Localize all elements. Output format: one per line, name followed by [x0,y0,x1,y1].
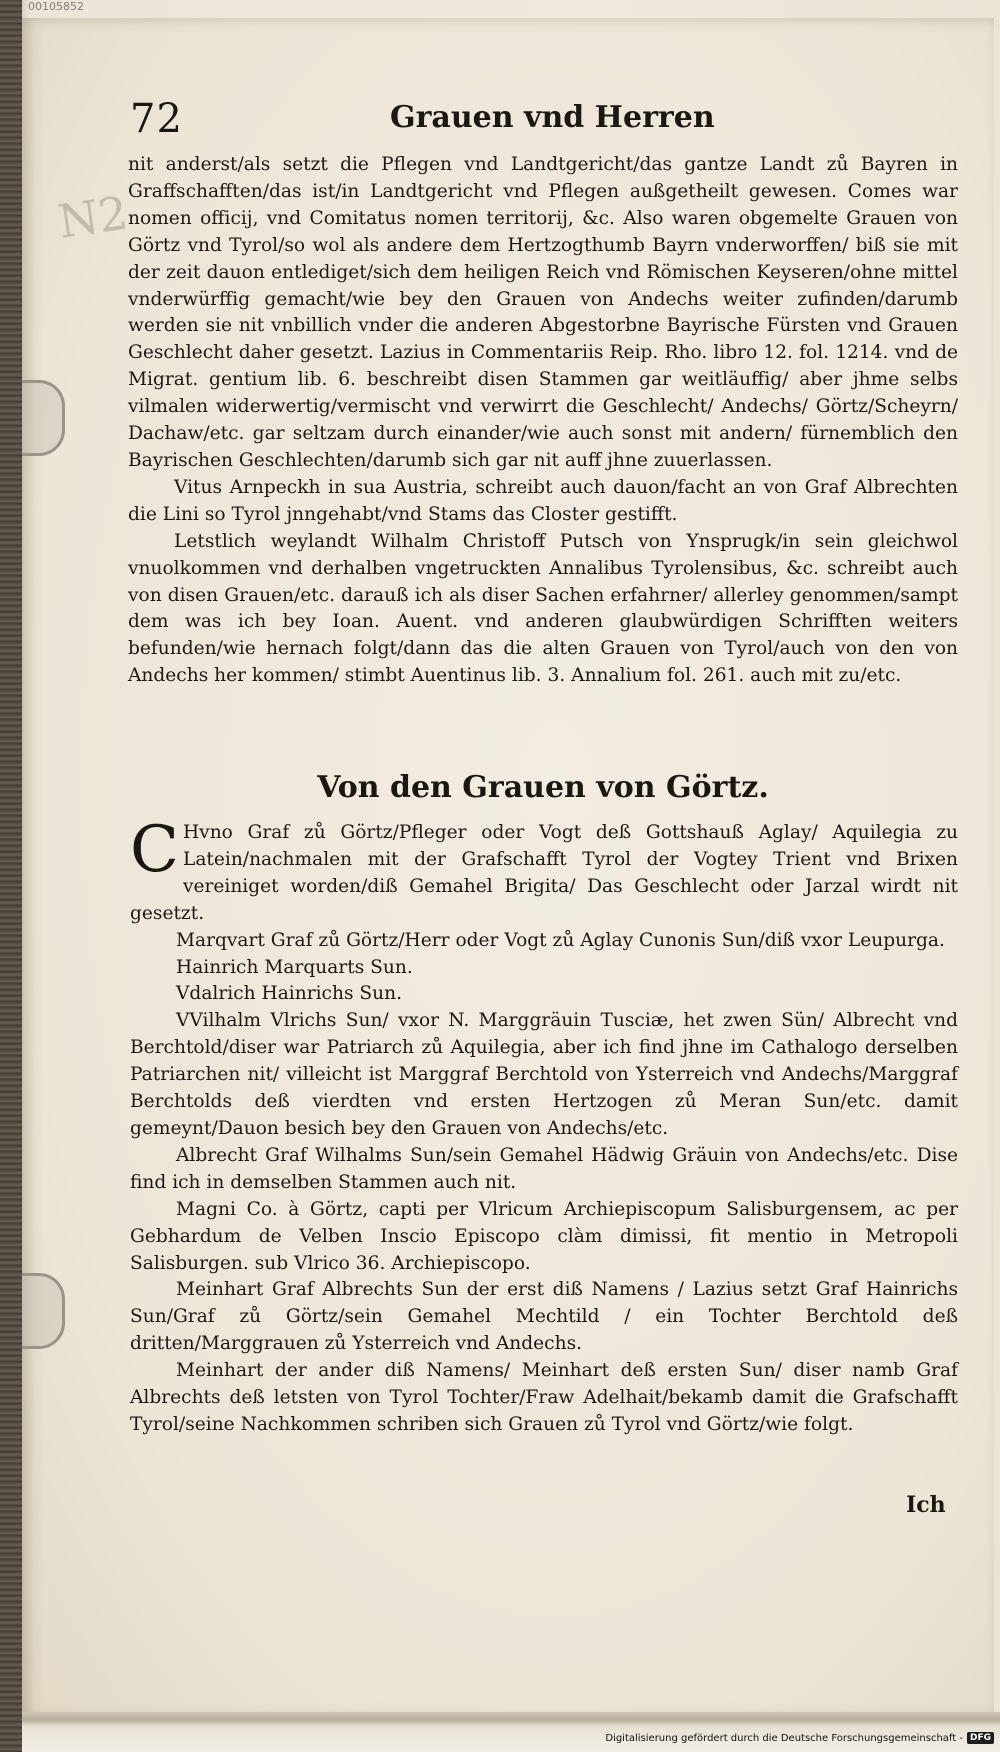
catchword: Ich [906,1492,946,1518]
genealogy-entry: Marqvart Graf zů Görtz/Herr oder Vogt zů Aglay Cunonis Sun/diß vxor Leupurga. [176,929,945,951]
genealogy-entry: Magni Co. à Görtz, capti per Vlricum Archiepiscopum Salisburgensem, ac per Gebhardum de Velben Inscio Episcopo clàm dimissi, fit mentio in Metropoli Salisburgen. sub Vlrico 36. Archiepiscopo. [130,1198,958,1274]
book-clip-bottom [22,1273,65,1349]
genealogy-entry: VVilhalm Vlrichs Sun/ vxor N. Marggräuin Tusciæ, het zwen Sün/ Albrecht vnd Berchtold/diser war Patriarch zů Aquilegia, aber ich find jhne im Cathalogo derselben Patriarchen nit/ villeicht ist Marggraf Berchtold von Ysterreich vnd Andechs/Marggraf Berchtolds deß vierdten vnd ersten Hertzogen zů Meran Sun/etc. damit gemeynt/Dauon besich bey den Grauen von Andechs/etc. [130,1010,958,1139]
paragraph: nit anderst/als setzt die Pflegen vnd Landtgericht/das gantze Landt zů Bayren in Graffschafften/das ist/in Landtgericht vnd Pflegen außgetheilt gewesen. Comes war nomen officij, vnd Comitatus nomen territorij, &c. Also waren obgemelte Grauen von Görtz vnd Tyrol/so wol als andere dem Hertzogthumb Bayrn vnderworffen/ biß sie mit der zeit dauon entlediget/sich dem heiligen Reich vnd Römischen Keyseren/ohne mittel vnderwürffig gemacht/wie bey den Grauen von Andechs weiter zufinden/darumb werden sie nit vnbillich vnder die anderen Abgestorbne Bayrische Fürsten vnd Grauen Geschlecht daher gesetzt. Lazius in Commentariis Reip. Rho. libro 12. fol. 1214. vnd de Migrat. gentium lib. 6. beschreibt disen Stammen gar weitläuffig/ aber jhme selbs vilmalen widerwertig/vermischt vnd verwirrt die Geschlecht/ Andechs/ Görtz/Scheyrn/ Dachaw/etc. gar seltzam durch einander/wie auch sonst mit andern/ fürnemblich den Bayrischen Geschlechten/darumb sich gar nit auff jhne zuuerlassen. [128,154,958,471]
genealogy-entry: Hainrich Marquarts Sun. [176,956,413,978]
book-spine [0,0,22,1752]
page-number: 72 [130,96,183,142]
drop-cap: C [130,813,179,887]
genealogy-entry: Meinhart Graf Albrechts Sun der erst diß Namens / Lazius setzt Graf Hainrichs Sun/Graf zů Görtz/sein Gemahel Mechtild / ein Tochter Berchtold deß dritten/Marggrauen zů Ysterreich vnd Andechs. [130,1279,958,1355]
dfg-logo-icon: DFG [967,1732,994,1744]
handwritten-margin-mark: N2 [54,185,132,249]
genealogy-entry: Vdalrich Hainrichs Sun. [176,983,402,1005]
page-header [130,96,960,146]
genealogy-entry: Meinhart der ander diß Namens/ Meinhart deß ersten Sun/ diser namb Graf Albrechts deß letsten von Tyrol Tochter/Fraw Adelhait/bekamb damit die Grafschafft Tyrol/seine Nachkommen schriben sich Grauen zů Tyrol vnd Görtz/wie folgt. [130,1360,958,1435]
section-first-paragraph [130,813,958,928]
paragraph: Vitus Arnpeckh in sua Austria, schreibt auch dauon/facht an von Graf Albrechten die Lini so Tyrol jnngehabt/vnd Stams das Closter gestifft. [128,476,958,525]
running-head: Grauen vnd Herren [390,100,715,135]
scan-id: 00105852 [28,0,84,13]
footer-text: Digitalisierung gefördert durch die Deutsche Forschungsgemeinschaft - [605,1732,963,1744]
paragraph-text: Hvno Graf zů Görtz/Pfleger oder Vogt deß Gottshauß Aglay/ Aquilegia zu Latein/nachmalen mit der Grafschafft Tyrol der Vogtey Trient vnd Brixen vereiniget worden/diß Gemahel Brigita/ Das Geschlecht oder Jarzal wirdt nit gesetzt. [130,822,958,924]
genealogy-entry: Albrecht Graf Wilhalms Sun/sein Gemahel Hädwig Gräuin von Andechs/etc. Dise find ich in demselben Stammen auch nit. [130,1144,958,1193]
paragraph: Letstlich weylandt Wilhalm Christoff Putsch von Ynsprugk/in sein gleichwol vnuolkommen vnd derhalben vngetruckten Annalibus Tyrolensibus, &c. schreibt auch von disen Grauen/etc. darauß ich als diser Sachen erfahrner/ allerley genommen/sampt dem was ich bey Ioan. Auent. vnd anderen glaubwürdigen Schrifften weiters befunden/wie hernach folgt/dann das die alten Grauen von Tyrol/auch von den von Andechs her kommen/ stimbt Auentinus lib. 3. Annalium fol. 261. auch mit zu/etc. [128,530,958,687]
book-clip-top [22,380,65,456]
section-title: Von den Grauen von Görtz. [317,770,769,805]
body-text [128,152,958,690]
digitization-footer [605,1730,994,1746]
section-text [130,813,958,1439]
